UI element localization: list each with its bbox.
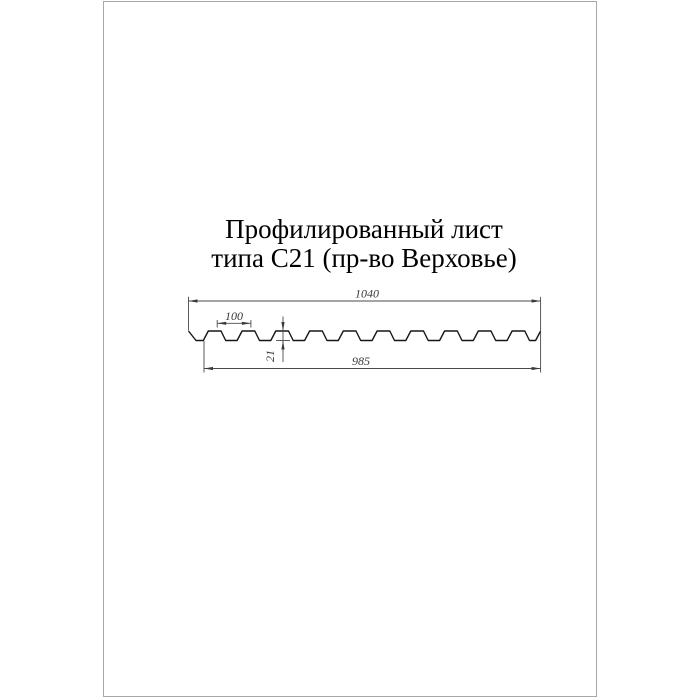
- dimension-rib-pitch: [217, 309, 251, 328]
- dimension-useful-width: [204, 341, 541, 373]
- page-title-line-2: типа С21 (пр-во Верховье): [211, 243, 517, 273]
- arrowhead-left: [189, 299, 198, 302]
- dimension-profile-height: [263, 317, 290, 363]
- arrowhead-right: [532, 367, 541, 370]
- profile-outline: [189, 331, 541, 341]
- dimension-value-overall-width: 1040: [355, 286, 379, 301]
- arrowhead-right: [242, 322, 251, 325]
- page-title-line-1: Профилированный лист: [225, 214, 503, 244]
- arrowhead-right: [532, 299, 541, 302]
- dimension-value-profile-height: 21: [263, 350, 277, 362]
- arrowhead-left: [204, 367, 213, 370]
- arrowhead-top: [281, 322, 284, 331]
- dimension-value-useful-width: 985: [352, 353, 370, 368]
- arrowhead-bottom: [281, 341, 284, 350]
- dimension-value-rib-pitch: 100: [225, 308, 243, 323]
